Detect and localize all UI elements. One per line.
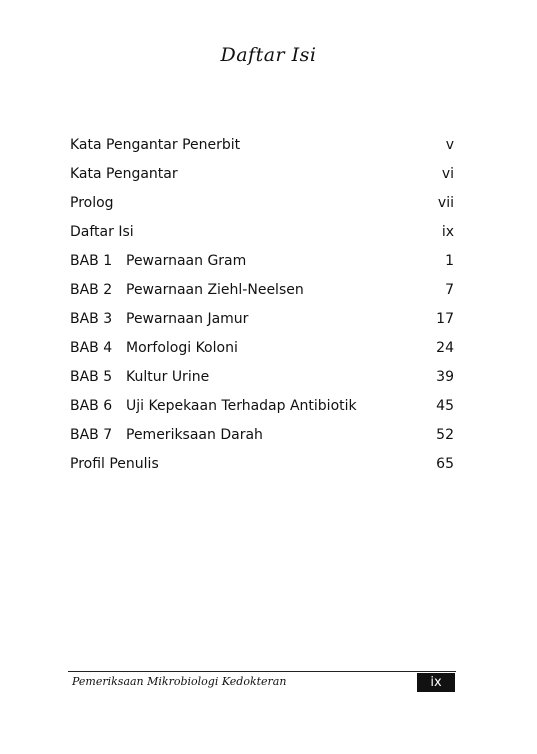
toc-entry-chapter-number: BAB 3 bbox=[70, 311, 113, 327]
toc-entry-bab-1[interactable] bbox=[70, 250, 454, 279]
toc-entry-profil-penulis[interactable] bbox=[70, 453, 454, 482]
toc-entry-bab-3[interactable] bbox=[70, 308, 454, 337]
toc-entry-bab-6[interactable] bbox=[70, 395, 454, 424]
toc-entry-bab-7[interactable] bbox=[70, 424, 454, 453]
toc-entry-bab-4[interactable] bbox=[70, 337, 454, 366]
toc-entry-chapter-number: BAB 4 bbox=[70, 340, 113, 356]
toc-entry-chapter-number: BAB 6 bbox=[70, 398, 113, 414]
toc-entry-page: 45 bbox=[436, 398, 454, 414]
toc-entry-page: 52 bbox=[436, 427, 454, 443]
toc-entry-prolog[interactable] bbox=[70, 192, 454, 221]
toc-entry-title: Pemeriksaan Darah bbox=[126, 427, 263, 443]
toc-entry-chapter-number: BAB 2 bbox=[70, 282, 113, 298]
toc-entry-title: Kata Pengantar bbox=[70, 166, 178, 182]
toc-entry-title: Pewarnaan Jamur bbox=[126, 311, 249, 327]
footer-divider bbox=[68, 671, 456, 672]
toc-entry-page: ix bbox=[441, 224, 454, 240]
table-of-contents bbox=[70, 134, 454, 482]
toc-entry-chapter-number: BAB 1 bbox=[70, 253, 113, 269]
toc-entry-title: Kultur Urine bbox=[126, 369, 210, 385]
toc-entry-title: Kata Pengantar Penerbit bbox=[70, 137, 241, 153]
toc-entry-page: 7 bbox=[445, 282, 454, 298]
toc-entry-page: 65 bbox=[436, 456, 454, 472]
toc-entry-page: 24 bbox=[436, 340, 454, 356]
toc-entry-title: Profil Penulis bbox=[70, 456, 159, 472]
toc-entry-title: Uji Kepekaan Terhadap Antibiotik bbox=[126, 398, 357, 414]
toc-entry-bab-5[interactable] bbox=[70, 366, 454, 395]
toc-entry-page: vi bbox=[441, 166, 454, 182]
toc-entry-chapter-number: BAB 5 bbox=[70, 369, 113, 385]
toc-entry-title: Morfologi Koloni bbox=[126, 340, 238, 356]
footer-page-number: ix bbox=[417, 673, 455, 692]
toc-entry-page: vii bbox=[437, 195, 454, 211]
toc-entry-title: Pewarnaan Gram bbox=[126, 253, 247, 269]
toc-entry-title: Pewarnaan Ziehl-Neelsen bbox=[126, 282, 304, 298]
toc-entry-title: Prolog bbox=[70, 195, 114, 211]
toc-entry-page: 17 bbox=[436, 311, 454, 327]
toc-entry-kata-pengantar[interactable] bbox=[70, 163, 454, 192]
toc-entry-kata-pengantar-penerbit[interactable] bbox=[70, 134, 454, 163]
toc-entry-page: 1 bbox=[445, 253, 454, 269]
toc-entry-title: Daftar Isi bbox=[70, 224, 134, 240]
toc-entry-daftar-isi[interactable] bbox=[70, 221, 454, 250]
toc-entry-page: 39 bbox=[436, 369, 454, 385]
toc-entry-page: v bbox=[445, 137, 454, 153]
toc-entry-chapter-number: BAB 7 bbox=[70, 427, 113, 443]
footer-book-title: Pemeriksaan Mikrobiologi Kedokteran bbox=[72, 675, 287, 688]
page-title: Daftar Isi bbox=[220, 44, 317, 66]
toc-entry-bab-2[interactable] bbox=[70, 279, 454, 308]
